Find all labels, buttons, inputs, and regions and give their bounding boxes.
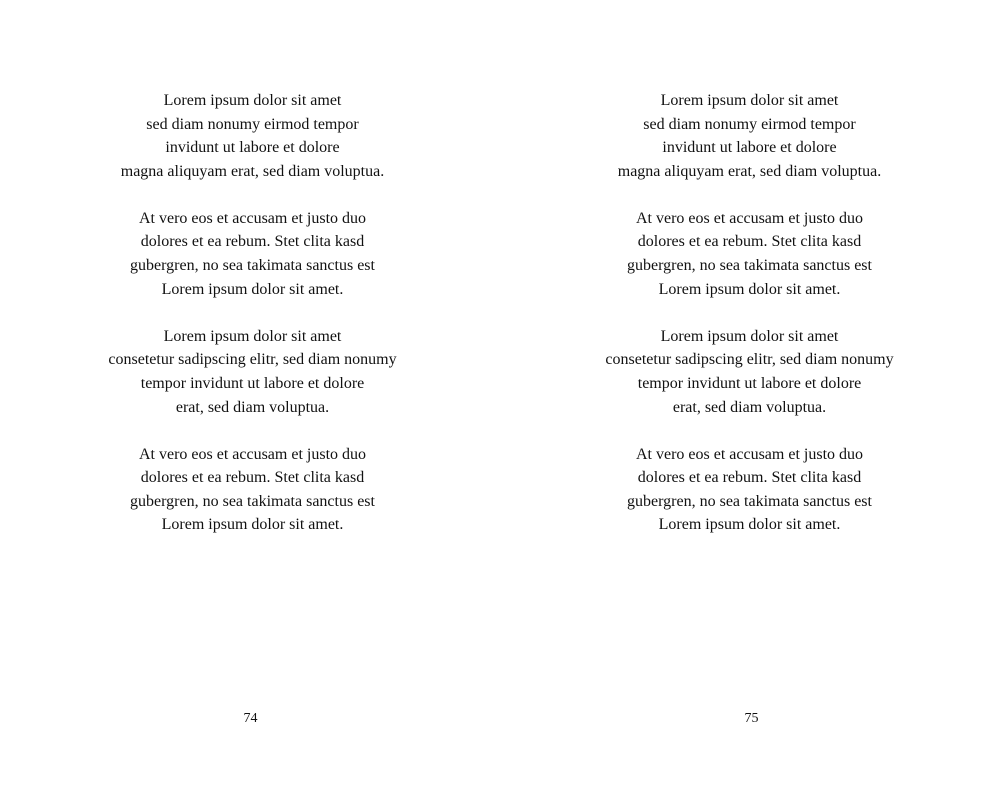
stanza xyxy=(499,443,1000,537)
verse-line: At vero eos et accusam et justo duo xyxy=(138,445,367,463)
verse-line: tempor invidunt ut labore et dolore xyxy=(140,374,365,392)
stanza xyxy=(499,325,1000,419)
stanza xyxy=(2,325,503,419)
verse-line: Lorem ipsum dolor sit amet. xyxy=(658,516,841,534)
poem-text xyxy=(499,89,1000,561)
verse-line: dolores et ea rebum. Stet clita kasd xyxy=(637,233,862,251)
verse-line: dolores et ea rebum. Stet clita kasd xyxy=(140,233,365,251)
verse-line: magna aliquyam erat, sed diam voluptua. xyxy=(617,162,882,180)
page-number: 74 xyxy=(243,711,258,726)
verse-line: erat, sed diam voluptua. xyxy=(175,398,330,416)
verse-line: At vero eos et accusam et justo duo xyxy=(635,445,864,463)
verse-line: dolores et ea rebum. Stet clita kasd xyxy=(140,469,365,487)
verse-line: Lorem ipsum dolor sit amet xyxy=(660,92,839,109)
verse-line: Lorem ipsum dolor sit amet xyxy=(660,327,839,345)
stanza xyxy=(2,207,503,301)
verse-line: sed diam nonumy eirmod tempor xyxy=(146,115,359,133)
verse-line: Lorem ipsum dolor sit amet xyxy=(163,92,342,109)
verse-line: erat, sed diam voluptua. xyxy=(672,398,827,416)
verse-line: consetetur sadipscing elitr, sed diam nonumy xyxy=(108,351,397,369)
stanza xyxy=(2,443,503,537)
stanza xyxy=(2,89,503,183)
verse-line: tempor invidunt ut labore et dolore xyxy=(637,374,862,392)
verse-line: magna aliquyam erat, sed diam voluptua. xyxy=(120,162,385,180)
verse-line: gubergren, no sea takimata sanctus est xyxy=(627,257,872,275)
stanza xyxy=(499,207,1000,301)
verse-line: At vero eos et accusam et justo duo xyxy=(635,209,864,227)
verse-line: invidunt ut labore et dolore xyxy=(662,139,837,157)
verse-line: Lorem ipsum dolor sit amet. xyxy=(658,280,841,298)
verse-line: Lorem ipsum dolor sit amet xyxy=(163,327,342,345)
verse-line: consetetur sadipscing elitr, sed diam nonumy xyxy=(605,351,894,369)
verse-line: Lorem ipsum dolor sit amet. xyxy=(161,516,344,534)
verse-line: dolores et ea rebum. Stet clita kasd xyxy=(637,469,862,487)
verse-line: gubergren, no sea takimata sanctus est xyxy=(627,492,872,510)
verse-line: gubergren, no sea takimata sanctus est xyxy=(130,492,375,510)
page-right xyxy=(501,0,1002,793)
verse-line: sed diam nonumy eirmod tempor xyxy=(643,115,856,133)
stanza xyxy=(499,89,1000,183)
poem-text xyxy=(2,89,503,561)
verse-line: At vero eos et accusam et justo duo xyxy=(138,209,367,227)
verse-line: invidunt ut labore et dolore xyxy=(165,139,340,157)
page-number: 75 xyxy=(744,711,759,726)
verse-line: Lorem ipsum dolor sit amet. xyxy=(161,280,344,298)
verse-line: gubergren, no sea takimata sanctus est xyxy=(130,257,375,275)
